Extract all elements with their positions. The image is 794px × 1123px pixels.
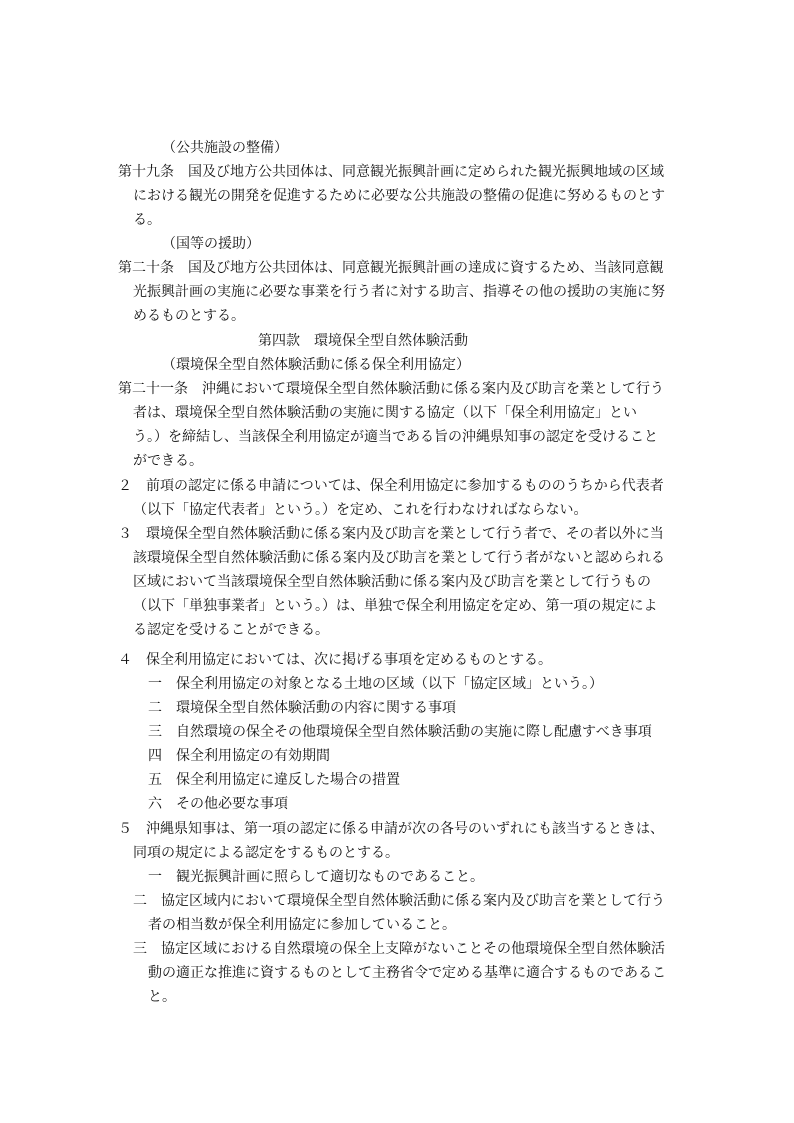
article-20-line: めるものとする。 xyxy=(133,308,245,324)
paragraph-4-item: 四 保全利用協定の有効期間 xyxy=(148,748,330,764)
article-21-line: 者は、環境保全型自然体験活動の実施に関する協定（以下「保全利用協定」とい xyxy=(133,405,637,421)
article-19-line: 第十九条 国及び地方公共団体は、同意観光振興計画に定められた観光振興地域の区域 xyxy=(118,164,664,180)
article-21-line: う。）を締結し、当該保全利用協定が適当である旨の沖縄県知事の認定を受けること xyxy=(133,429,658,445)
paragraph-5-item: 三 協定区域における自然環境の保全上支障がないことその他環境保全型自然体験活 xyxy=(133,941,665,957)
paragraph-5-line: ５ 沖縄県知事は、第一項の認定に係る申請が次の各号のいずれにも該当するときは、 xyxy=(118,821,664,837)
article-20-caption: （国等の援助） xyxy=(162,236,260,252)
article-20-line: 第二十条 国及び地方公共団体は、同意観光振興計画の達成に資するため、当該同意観 xyxy=(118,260,664,276)
article-19-line: る。 xyxy=(133,212,161,228)
paragraph-3-line: ３ 環境保全型自然体験活動に係る案内及び助言を業として行う者で、その者以外に当 xyxy=(118,526,664,542)
article-19-line: における観光の開発を促進するために必要な公共施設の整備の促進に努めるものとす xyxy=(133,188,665,204)
paragraph-2-line: （以下「協定代表者」という。）を定め、これを行わなければならない。 xyxy=(133,502,588,518)
paragraph-3-line: 該環境保全型自然体験活動に係る案内及び助言を業として行う者がないと認められる xyxy=(133,550,665,566)
paragraph-3-line: る認定を受けることができる。 xyxy=(133,622,329,638)
article-21-line: ができる。 xyxy=(133,453,203,469)
paragraph-5-item: 二 協定区域内において環境保全型自然体験活動に係る案内及び助言を業として行う xyxy=(133,893,665,909)
article-20-line: 光振興計画の実施に必要な事業を行う者に対する助言、指導その他の援助の実施に努 xyxy=(133,284,665,300)
paragraph-4-line: ４ 保全利用協定においては、次に掲げる事項を定めるものとする。 xyxy=(118,652,552,668)
paragraph-5-item-continuation: 動の適正な推進に資するものとして主務省令で定める基準に適合するものであるこ xyxy=(148,965,666,981)
paragraph-3-line: 区域において当該環境保全型自然体験活動に係る案内及び助言を業として行うもの xyxy=(133,574,651,590)
paragraph-2-line: ２ 前項の認定に係る申請については、保全利用協定に参加するもののうちから代表者 xyxy=(118,478,664,494)
paragraph-5-item-continuation: と。 xyxy=(148,989,176,1005)
paragraph-3-line: （以下「単独事業者」という。）は、単独で保全利用協定を定め、第一項の規定によ xyxy=(133,598,658,614)
section-heading: 第四款 環境保全型自然体験活動 xyxy=(258,333,468,349)
article-19-caption: （公共施設の整備） xyxy=(162,140,288,156)
paragraph-5-line: 同項の規定による認定をするものとする。 xyxy=(133,845,399,861)
paragraph-5-item-continuation: 者の相当数が保全利用協定に参加していること。 xyxy=(148,917,456,933)
paragraph-4-item: 六 その他必要な事項 xyxy=(148,796,288,812)
article-21-caption: （環境保全型自然体験活動に係る保全利用協定） xyxy=(162,357,470,373)
paragraph-4-item: 三 自然環境の保全その他環境保全型自然体験活動の実施に際し配慮すべき事項 xyxy=(148,724,652,740)
paragraph-4-item: 二 環境保全型自然体験活動の内容に関する事項 xyxy=(148,700,456,716)
paragraph-4-item: 一 保全利用協定の対象となる土地の区域（以下「協定区域」という。） xyxy=(148,676,603,692)
article-21-line: 第二十一条 沖縄において環境保全型自然体験活動に係る案内及び助言を業として行う xyxy=(118,381,664,397)
paragraph-5-item: 一 観光振興計画に照らして適切なものであること。 xyxy=(148,869,484,885)
paragraph-4-item: 五 保全利用協定に違反した場合の措置 xyxy=(148,772,400,788)
